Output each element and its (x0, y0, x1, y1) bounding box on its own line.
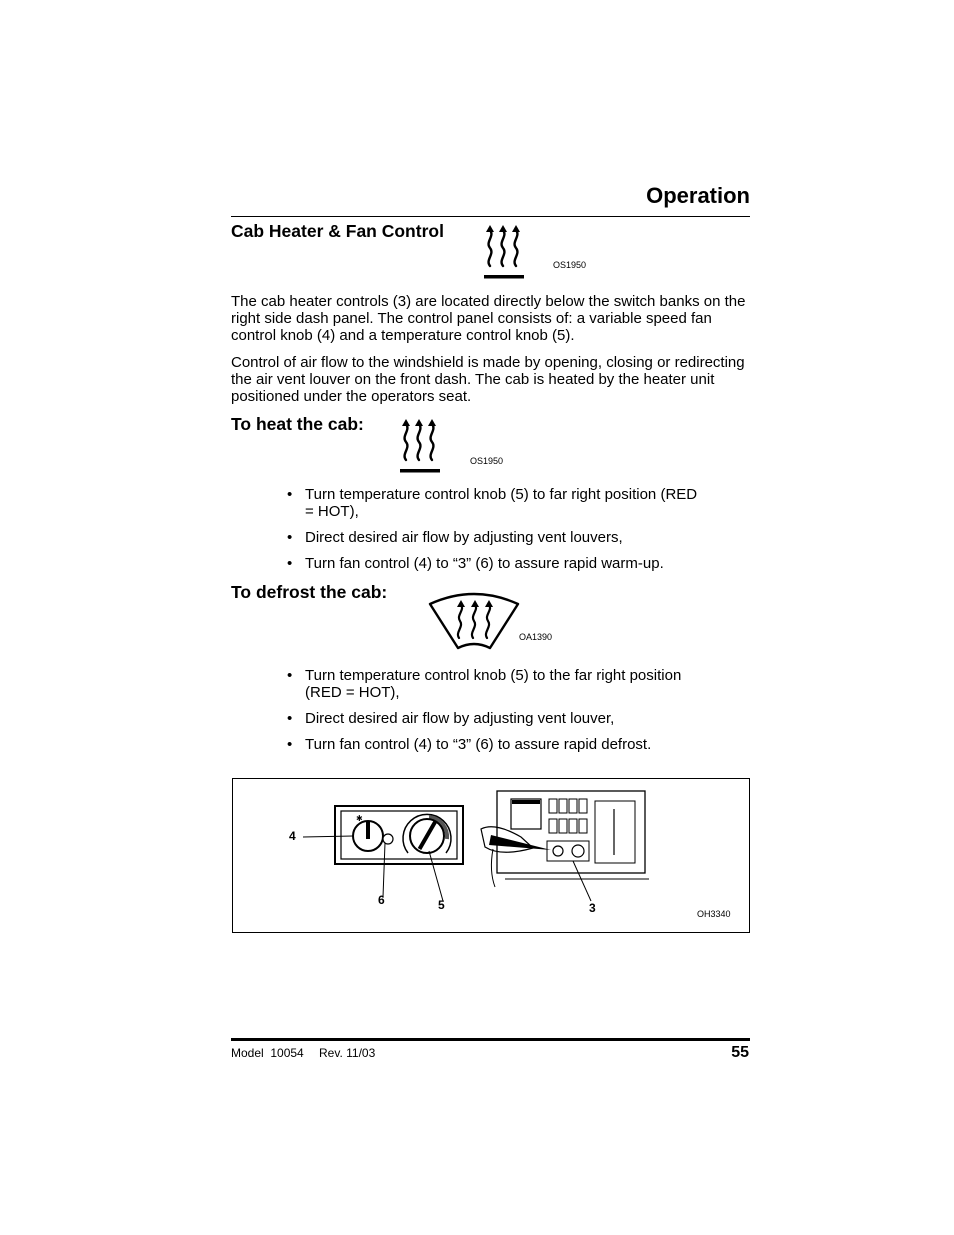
cab-heater-heading: Cab Heater & Fan Control (231, 221, 444, 241)
intro-paragraph: The cab heater controls (3) are located directly below the switch banks on the right side dash panel. The control panel consists of: a variable speed fan control knob (4) and a temperature control knob (5). (231, 293, 746, 344)
list-item: • Turn temperature control knob (5) to the far right position (RED = HOT), (287, 667, 717, 701)
list-item: • Direct desired air flow by adjusting vent louver, (287, 710, 717, 727)
callout-label-temp-knob: 5 (438, 898, 445, 912)
list-item: • Turn temperature control knob (5) to far right position (RED = HOT), (287, 486, 707, 520)
footer-revision: Rev. 11/03 (319, 1046, 376, 1060)
callout-label-fan-knob: 4 (289, 829, 296, 843)
heater-control-figure (232, 778, 750, 933)
svg-text:✱: ✱ (356, 814, 363, 823)
airflow-paragraph: Control of air flow to the windshield is made by opening, closing or redirecting the air vent louver on the front dash. The cab is heated by the heater unit positioned under the operators seat. (231, 354, 745, 405)
callout-label-heater-controls: 3 (589, 901, 596, 915)
defrost-steps-list (287, 667, 717, 762)
defrost-cab-heading: To defrost the cab: (231, 582, 388, 602)
heater-icon (482, 224, 526, 280)
footer-model: Model 10054 (231, 1046, 304, 1060)
list-item: • Turn fan control (4) to “3” (6) to assure rapid defrost. (287, 736, 717, 753)
heat-steps-list (287, 486, 707, 581)
page-number: 55 (731, 1044, 749, 1061)
heater-icon-code: OS1950 (553, 260, 587, 270)
callout-label-fan-position: 6 (378, 893, 385, 907)
footer-rule (231, 1038, 750, 1041)
section-title: Operation (646, 183, 750, 208)
heater-icon (398, 418, 442, 474)
heat-icon-code: OS1950 (470, 456, 504, 466)
heat-cab-heading: To heat the cab: (231, 414, 364, 434)
defrost-icon-code: OA1390 (519, 632, 553, 642)
header-rule (231, 216, 750, 217)
list-item: • Direct desired air flow by adjusting vent louvers, (287, 529, 707, 546)
list-item: • Turn fan control (4) to “3” (6) to assure rapid warm-up. (287, 555, 707, 572)
defrost-icon (428, 590, 520, 652)
figure-code: OH3340 (697, 909, 731, 919)
control-panel-illustration (233, 779, 749, 932)
